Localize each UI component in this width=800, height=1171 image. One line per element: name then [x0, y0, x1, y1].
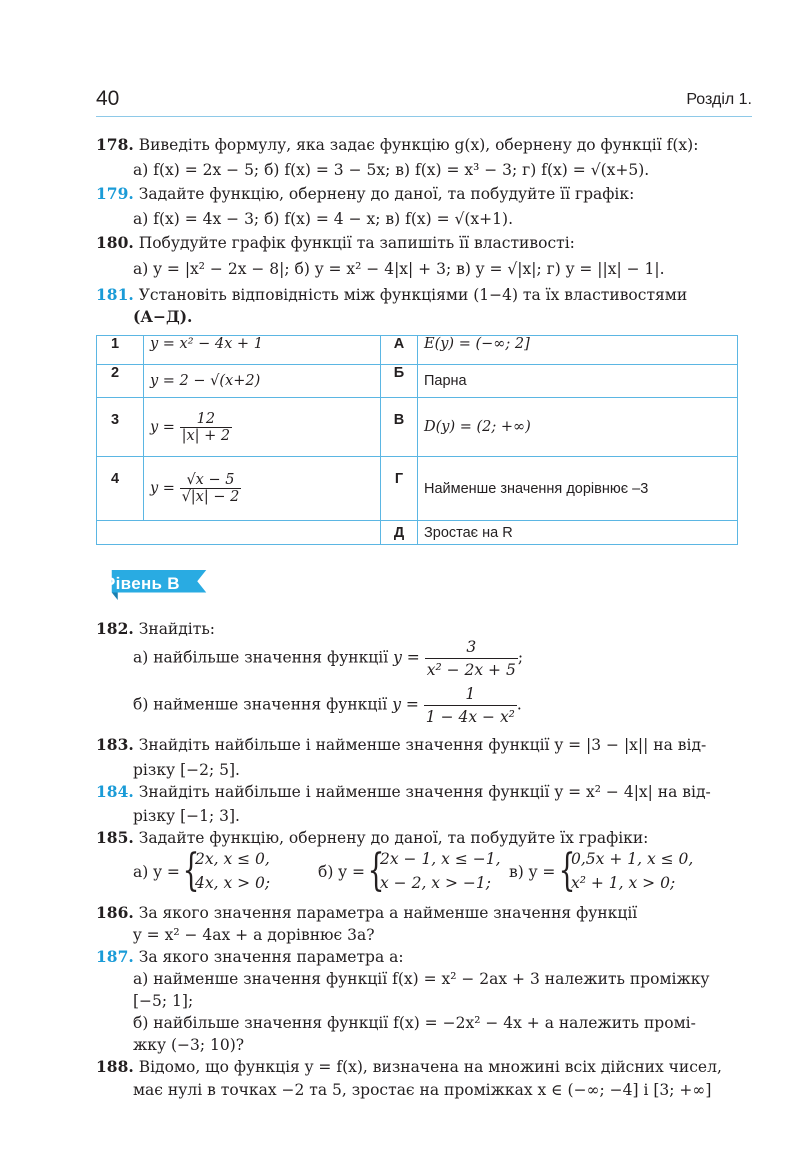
- problem-186: [96, 902, 741, 924]
- punctuation: ;: [517, 648, 524, 667]
- problem-184: [96, 781, 741, 803]
- problem-188-line2: має нулі в точках −2 та 5, зростає на проміжках x ∈ (−∞; −4] і [3; +∞]: [133, 1081, 712, 1099]
- table-row: [97, 521, 738, 545]
- fraction-lhs: y =: [150, 480, 175, 497]
- letter-cell: Г: [381, 457, 418, 521]
- problem-181-line2: (А−Д).: [133, 307, 193, 326]
- problem-187-b2: жку (−3; 10)?: [133, 1036, 245, 1054]
- function-cell: y = 2 − √(x+2): [144, 365, 381, 398]
- fraction: [425, 636, 518, 681]
- row-number: 1: [97, 336, 144, 365]
- denominator: 1 − 4x − x²: [424, 705, 517, 728]
- problem-number: 188.: [96, 1057, 134, 1076]
- table-row: [97, 457, 738, 521]
- level-title: Рівень В: [104, 574, 180, 593]
- problem-number: 186.: [96, 903, 134, 922]
- system-a-line1: 2x, x ≤ 0,: [195, 850, 270, 868]
- problem-text: За якого значення параметра a:: [138, 948, 404, 966]
- numerator: 1: [465, 685, 476, 703]
- problem-number: 179.: [96, 184, 134, 203]
- problem-186-line2: y = x² − 4ax + a дорівнює 3a?: [133, 926, 375, 944]
- problem-text: Знайдіть:: [138, 620, 215, 638]
- option-text: б) найменше значення функції: [133, 695, 388, 714]
- system-c-line1: 0,5x + 1, x ≤ 0,: [571, 850, 694, 868]
- function-cell: [144, 398, 381, 457]
- problem-180: [96, 232, 741, 254]
- problem-text: Задайте функцію, обернену до даної, та побудуйте її графік:: [138, 185, 635, 203]
- punctuation: .: [516, 695, 522, 714]
- problem-185-systems: [133, 847, 741, 899]
- fraction-lhs: y =: [393, 648, 420, 667]
- letter-cell: Б: [381, 365, 418, 398]
- row-number: 2: [97, 365, 144, 398]
- problem-178: [96, 134, 741, 156]
- problem-182-a: [133, 636, 741, 681]
- problem-text: Установіть відповідність між функціями (1−4) та їх властивостями: [138, 286, 688, 304]
- problem-181: [96, 284, 741, 306]
- fraction: [424, 683, 517, 728]
- row-number: 3: [97, 398, 144, 457]
- problem-text: Виведіть формулу, яка задає функцію g(x), обернену до функції f(x):: [138, 136, 699, 154]
- property-cell: E(y) = (−∞; 2]: [418, 336, 738, 365]
- fraction: [180, 472, 242, 505]
- table-row: [97, 398, 738, 457]
- property-cell: D(y) = (2; +∞): [418, 398, 738, 457]
- system-a-label: а) y =: [133, 863, 180, 881]
- problem-187-b1: б) найбільше значення функції f(x) = −2x² − 4x + a належить промі-: [133, 1014, 696, 1032]
- table-row: [97, 336, 738, 365]
- problem-179-options: а) f(x) = 4x − 3; б) f(x) = 4 − x; в) f(x) = √(x+1).: [133, 210, 513, 228]
- problem-187-a1: а) найменше значення функції f(x) = x² − 2ax + 3 належить проміжку: [133, 970, 710, 988]
- fraction: [180, 411, 233, 444]
- denominator: √|x| − 2: [181, 489, 240, 505]
- numerator: 3: [466, 638, 477, 656]
- matching-table: [96, 335, 738, 545]
- system-c: [571, 847, 693, 895]
- empty-cell: [97, 521, 381, 545]
- problem-text: Побудуйте графік функції та запишіть її властивості:: [138, 234, 575, 252]
- problem-number: 185.: [96, 828, 134, 847]
- option-text: а) найбільше значення функції: [133, 648, 389, 667]
- problem-183: [96, 734, 741, 756]
- problem-text: Знайдіть найбільше і найменше значення функції y = |3 − |x|| на від-: [138, 736, 707, 754]
- problem-187-a2: [−5; 1];: [133, 992, 194, 1010]
- system-b-label: б) y =: [318, 863, 365, 881]
- letter-cell: В: [381, 398, 418, 457]
- problem-183-line2: різку [−2; 5].: [133, 761, 240, 779]
- property-cell: Парна: [418, 365, 738, 398]
- fraction-lhs: y =: [392, 695, 419, 714]
- system-b-line1: 2x − 1, x ≤ −1,: [380, 850, 501, 868]
- problem-number: 178.: [96, 135, 134, 154]
- problem-179: [96, 183, 741, 205]
- problem-number: 183.: [96, 735, 134, 754]
- problem-180-options: а) y = |x² − 2x − 8|; б) y = x² − 4|x| + 3; в) y = √|x|; г) y = ||x| − 1|.: [133, 260, 665, 278]
- problem-178-options: а) f(x) = 2x − 5; б) f(x) = 3 − 5x; в) f(x) = x³ − 3; г) f(x) = √(x+5).: [133, 161, 650, 179]
- chapter-label: Розділ 1.: [686, 91, 752, 108]
- problem-number: 182.: [96, 619, 134, 638]
- letter-cell: Д: [381, 521, 418, 545]
- table-row: [97, 365, 738, 398]
- denominator: |x| + 2: [181, 427, 231, 444]
- system-c-line2: x² + 1, x > 0;: [571, 874, 676, 892]
- numerator: 12: [196, 410, 216, 427]
- letter-cell: А: [381, 336, 418, 365]
- problem-number: 180.: [96, 233, 134, 252]
- system-b: [380, 847, 501, 895]
- system-c-label: в) y =: [509, 863, 556, 881]
- system-b-line2: x − 2, x > −1;: [380, 874, 491, 892]
- header-divider: [96, 116, 752, 117]
- system-a-line2: 4x, x > 0;: [195, 874, 271, 892]
- property-cell: Найменше значення дорівнює –3: [418, 457, 738, 521]
- numerator: √x − 5: [186, 472, 235, 488]
- row-number: 4: [97, 457, 144, 521]
- system-a: [195, 847, 270, 895]
- problem-text: Відомо, що функція y = f(x), визначена на множині всіх дійсних чисел,: [138, 1058, 722, 1076]
- brace-b: {: [367, 845, 385, 896]
- problem-184-line2: різку [−1; 3].: [133, 807, 240, 825]
- function-cell: y = x² − 4x + 1: [144, 336, 381, 365]
- function-cell: [144, 457, 381, 521]
- problem-text: Знайдіть найбільше і найменше значення функції y = x² − 4|x| на від-: [138, 783, 711, 801]
- page-number: 40: [96, 87, 120, 110]
- brace-c: {: [558, 845, 576, 896]
- problem-182-b: [133, 683, 741, 728]
- problem-number: 184.: [96, 782, 134, 801]
- problem-number: 181.: [96, 285, 134, 304]
- problem-text: Задайте функцію, обернену до даної, та побудуйте їх графіки:: [138, 829, 649, 847]
- problem-number: 187.: [96, 947, 134, 966]
- brace-a: {: [182, 845, 200, 896]
- problem-187: [96, 946, 741, 968]
- fraction-lhs: y =: [150, 419, 175, 435]
- property-cell: Зростає на R: [418, 521, 738, 545]
- denominator: x² − 2x + 5: [425, 658, 518, 681]
- problem-text: За якого значення параметра a найменше значення функції: [138, 904, 638, 922]
- problem-188: [96, 1056, 741, 1078]
